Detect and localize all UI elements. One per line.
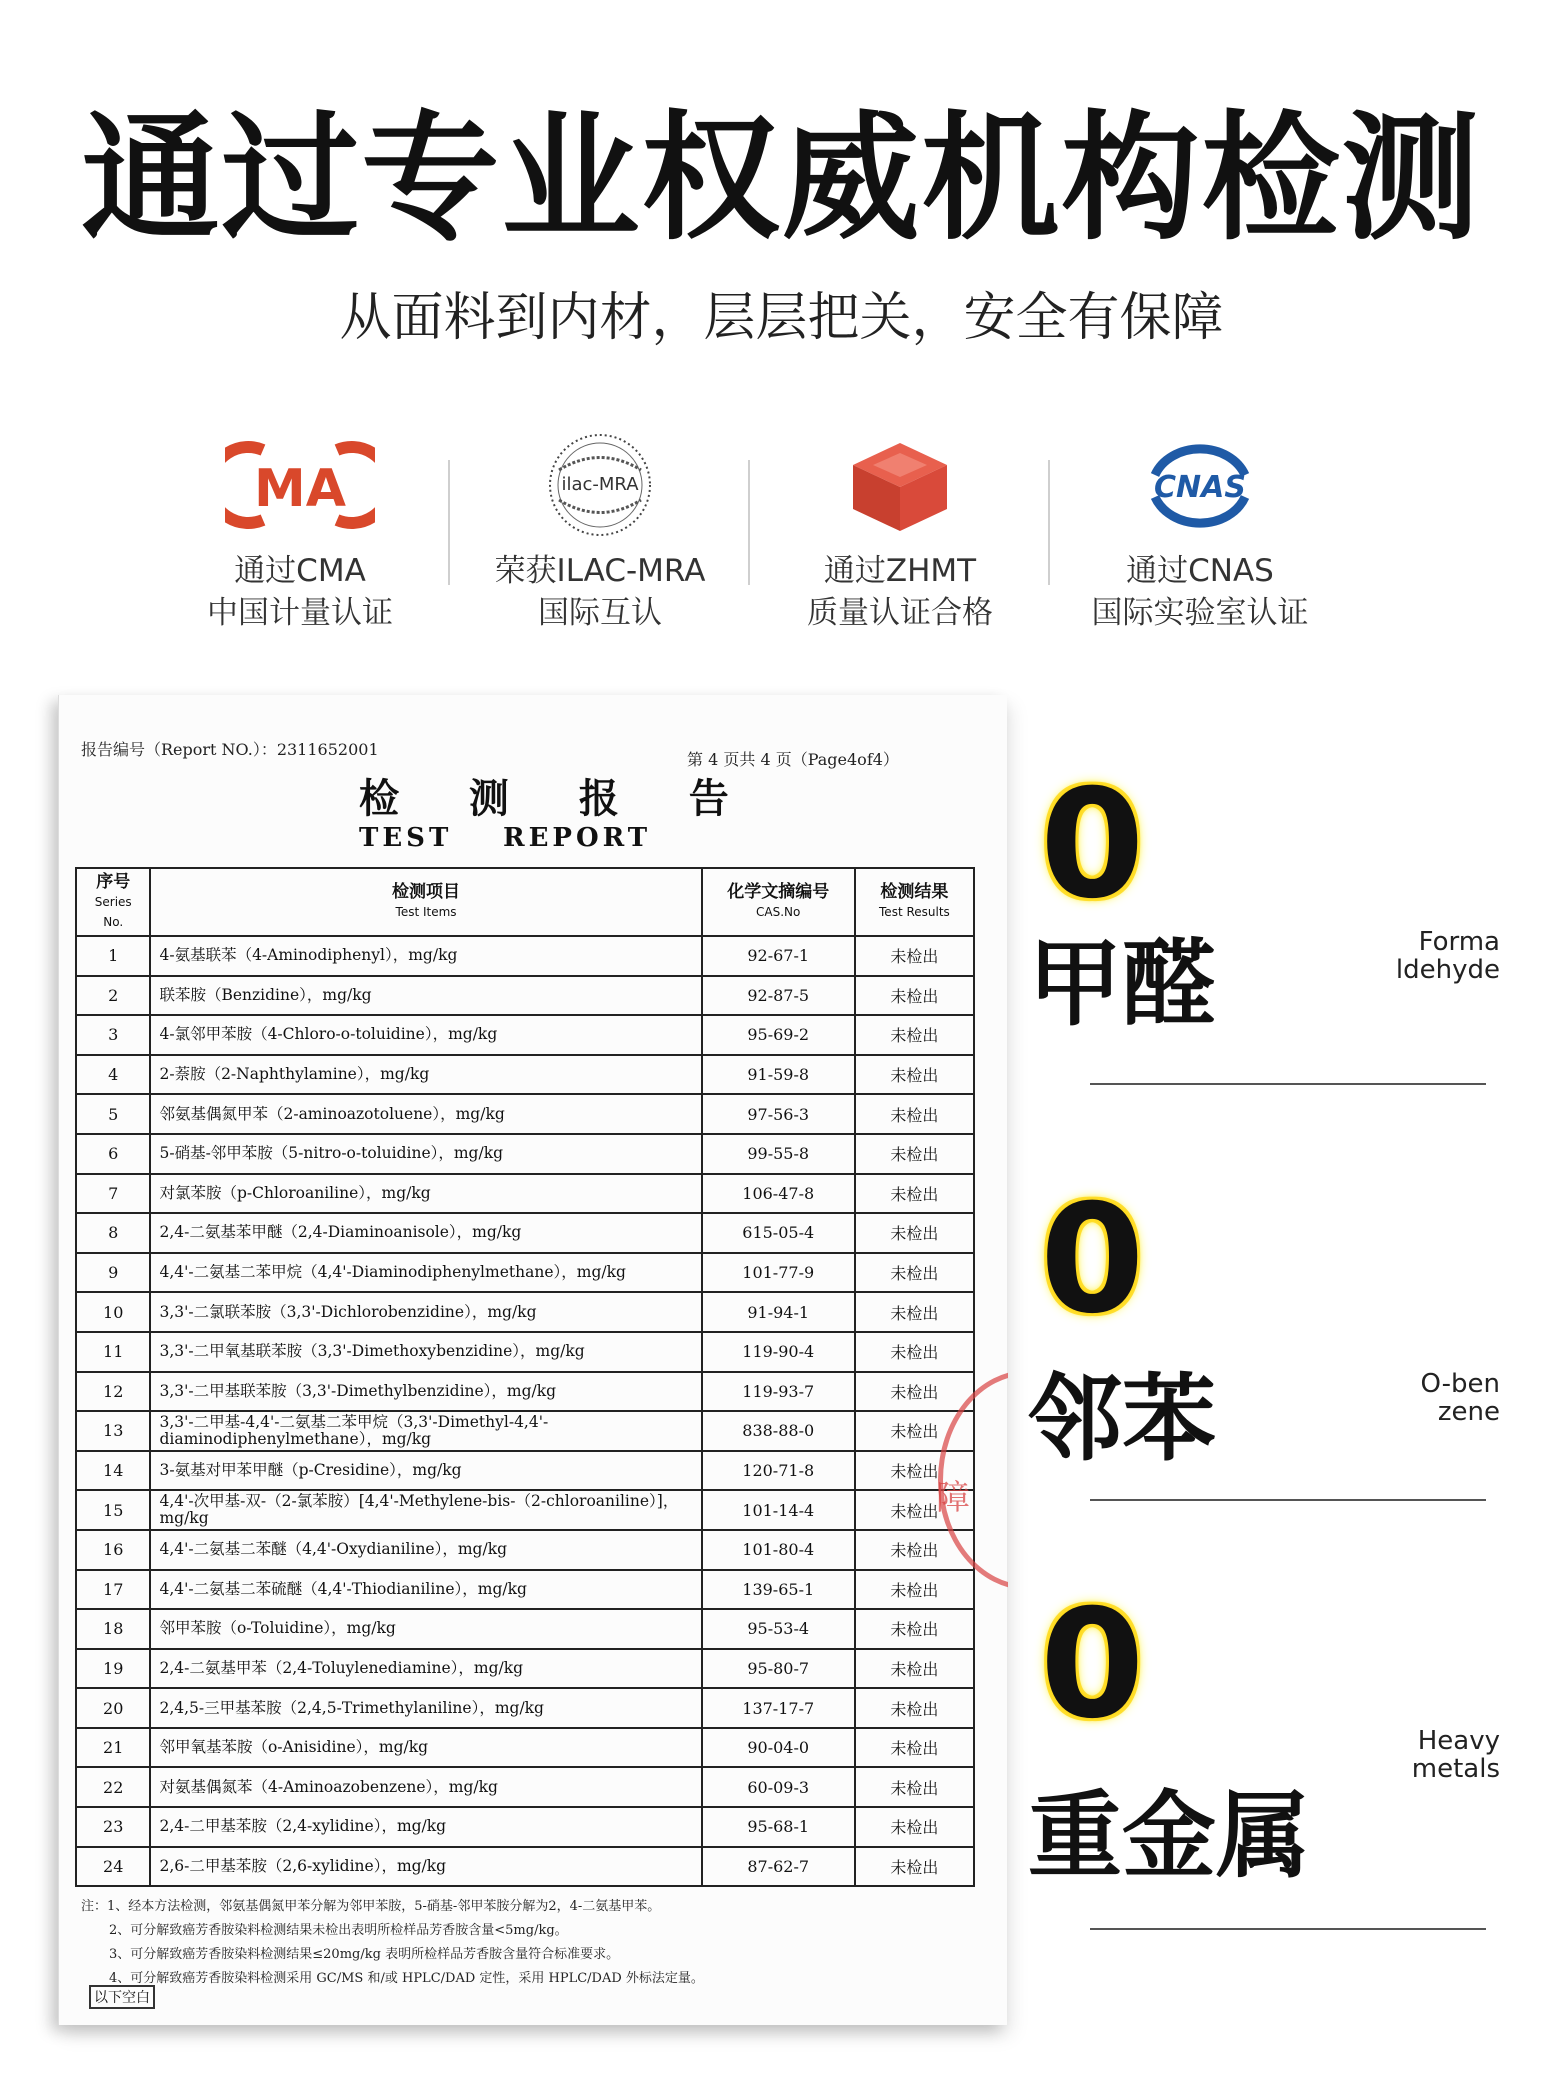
row-result: 未检出 [855,1372,974,1412]
table-row [76,1451,974,1491]
table-row [76,1688,974,1728]
row-result: 未检出 [855,1530,974,1570]
row-no: 9 [76,1253,150,1293]
row-result: 未检出 [855,976,974,1016]
row-result: 未检出 [855,1728,974,1768]
row-item: 2,4-二甲基苯胺（2,4-xylidine），mg/kg [150,1807,701,1847]
row-item: 对氨基偶氮苯（4-Aminoazobenzene），mg/kg [150,1767,701,1807]
feature-heavy-metals [1020,1578,1500,1891]
row-item: 邻甲氧基苯胺（o-Anisidine），mg/kg [150,1728,701,1768]
row-no: 11 [76,1332,150,1372]
row-result: 未检出 [855,1292,974,1332]
table-row [76,1807,974,1847]
row-result: 未检出 [855,1174,974,1214]
row-item: 邻甲苯胺（o-Toluidine），mg/kg [150,1609,701,1649]
row-cas: 97-56-3 [702,1094,855,1134]
row-item: 对氯苯胺（p-Chloroaniline），mg/kg [150,1174,701,1214]
row-item: 4,4'-二氨基二苯甲烷（4,4'-Diaminodiphenylmethane），mg/kg [150,1253,701,1293]
row-item: 联苯胺（Benzidine），mg/kg [150,976,701,1016]
table-row [76,936,974,976]
table-row [76,1570,974,1610]
col-header-no: 序号 Series No. [76,868,150,936]
table-row [76,1015,974,1055]
row-cas: 615-05-4 [702,1213,855,1253]
row-result: 未检出 [855,1015,974,1055]
row-cas: 99-55-8 [702,1134,855,1174]
row-cas: 120-71-8 [702,1451,855,1491]
row-no: 16 [76,1530,150,1570]
report-title-cn: 检 测 报 告 [359,775,757,822]
row-cas: 95-69-2 [702,1015,855,1055]
table-row [76,1292,974,1332]
cert-ilac-line1: 荣获ILAC-MRA [494,553,706,589]
row-item: 2,6-二甲基苯胺（2,6-xylidine），mg/kg [150,1847,701,1887]
row-item: 4,4'-次甲基-双-（2-氯苯胺）[4,4'-Methylene-bis-（2-chloroaniline）]，mg/kg [150,1490,701,1530]
row-no: 21 [76,1728,150,1768]
row-no: 6 [76,1134,150,1174]
table-row [76,1174,974,1214]
table-row [76,1728,974,1768]
row-no: 19 [76,1649,150,1689]
feature-formaldehyde [1020,758,1500,1070]
col-header-item: 检测项目 Test Items [150,868,701,936]
row-item: 3-氨基对甲苯甲醚（p-Cresidine），mg/kg [150,1451,701,1491]
row-cas: 95-68-1 [702,1807,855,1847]
table-row [76,1094,974,1134]
row-result: 未检出 [855,1688,974,1728]
row-result: 未检出 [855,1807,974,1847]
table-row [76,1372,974,1412]
col-header-result: 检测结果 Test Results [855,868,974,936]
table-row [76,1213,974,1253]
row-no: 17 [76,1570,150,1610]
row-result: 未检出 [855,1253,974,1293]
row-cas: 95-80-7 [702,1649,855,1689]
row-cas: 60-09-3 [702,1767,855,1807]
table-row [76,1411,974,1451]
table-row [76,1649,974,1689]
row-no: 12 [76,1372,150,1412]
row-item: 5-硝基-邻甲苯胺（5-nitro-o-toluidine），mg/kg [150,1134,701,1174]
col-header-cas: 化学文摘编号 CAS.No [702,868,855,936]
row-item: 2,4,5-三甲基苯胺（2,4,5-Trimethylaniline），mg/kg [150,1688,701,1728]
cert-cma-line1: 通过CMA [234,553,366,589]
row-item: 3,3'-二氯联苯胺（3,3'-Dichlorobenzidine），mg/kg [150,1292,701,1332]
report-title-en-test: TEST [359,823,453,853]
report-notes [81,1895,704,1991]
row-result: 未检出 [855,1213,974,1253]
table-row [76,1253,974,1293]
cnas-logo-icon [1050,420,1350,550]
feature-name: 甲醛 [1028,930,1217,1039]
row-result: 未检出 [855,1609,974,1649]
row-no: 14 [76,1451,150,1491]
row-no: 20 [76,1688,150,1728]
feature-en-label: Heavy metals [1411,1726,1500,1784]
row-cas: 91-59-8 [702,1055,855,1095]
cert-zhmt-line1: 通过ZHMT [823,553,977,589]
row-cas: 119-90-4 [702,1332,855,1372]
cert-cma [150,420,450,640]
row-no: 3 [76,1015,150,1055]
feature-name: 重金属 [1028,1782,1311,1891]
row-cas: 95-53-4 [702,1609,855,1649]
row-no: 24 [76,1847,150,1887]
table-row [76,1055,974,1095]
row-item: 3,3'-二甲基联苯胺（3,3'-Dimethylbenzidine），mg/kg [150,1372,701,1412]
row-cas: 91-94-1 [702,1292,855,1332]
row-cas: 139-65-1 [702,1570,855,1610]
feature-en-label: O-ben zene [1420,1369,1500,1427]
row-no: 23 [76,1807,150,1847]
row-result: 未检出 [855,1649,974,1689]
feature-phthalate [1020,1173,1500,1485]
table-header-row [76,868,974,936]
cma-logo-icon [150,420,450,550]
zero-figure: 0 [1040,1173,1145,1347]
cert-ilac [450,420,750,640]
ilac-mra-logo-icon [450,420,750,550]
table-row [76,1332,974,1372]
row-result: 未检出 [855,1134,974,1174]
feature-divider [1090,1928,1486,1930]
page-subtitle: 从面料到内材，层层把关，安全有保障 [339,288,1224,348]
row-no: 4 [76,1055,150,1095]
table-row [76,1847,974,1887]
report-table [75,867,975,1887]
svg-text:MA: MA [254,459,346,519]
cert-zhmt-line2: 质量认证合格 [807,595,993,631]
table-row [76,1530,974,1570]
row-result: 未检出 [855,1490,974,1530]
zero-figure: 0 [1040,758,1145,932]
note-line: 2、可分解致癌芳香胺染料检测结果未检出表明所检样品芳香胺含量<5mg/kg。 [109,1923,568,1938]
report-title-en-report: REPORT [503,823,652,853]
page-title: 通过专业权威机构检测 [81,98,1482,259]
row-cas: 92-87-5 [702,976,855,1016]
row-no: 10 [76,1292,150,1332]
row-item: 3,3'-二甲氧基联苯胺（3,3'-Dimethoxybenzidine），mg/kg [150,1332,701,1372]
cert-cnas-line1: 通过CNAS [1126,553,1274,589]
feature-name: 邻苯 [1028,1365,1217,1474]
cert-cnas [1050,420,1350,640]
row-item: 3,3'-二甲基-4,4'-二氨基二苯甲烷（3,3'-Dimethyl-4,4'-diaminodiphenylmethane），mg/kg [150,1411,701,1451]
row-cas: 87-62-7 [702,1847,855,1887]
row-result: 未检出 [855,1451,974,1491]
svg-text:CNAS: CNAS [1154,470,1246,505]
row-cas: 119-93-7 [702,1372,855,1412]
report-page: 第 4 页共 4 页（Page4of4） [687,750,899,769]
row-cas: 101-14-4 [702,1490,855,1530]
zhmt-cube-logo-icon [750,420,1050,550]
official-seal-stamp: 障 [918,1360,1008,1600]
table-row [76,976,974,1016]
feature-divider [1090,1499,1486,1501]
row-no: 5 [76,1094,150,1134]
cert-cnas-line2: 国际实验室认证 [1091,595,1309,631]
row-item: 2,4-二氨基苯甲醚（2,4-Diaminoanisole），mg/kg [150,1213,701,1253]
row-result: 未检出 [855,936,974,976]
row-item: 邻氨基偶氮甲苯（2-aminoazotoluene），mg/kg [150,1094,701,1134]
table-row [76,1134,974,1174]
table-row [76,1767,974,1807]
note-line: 注：1、经本方法检测，邻氨基偶氮甲苯分解为邻甲苯胺，5-硝基-邻甲苯胺分解为2，4-二氨基甲苯。 [81,1899,661,1914]
row-cas: 106-47-8 [702,1174,855,1214]
cert-cma-line2: 中国计量认证 [207,595,393,631]
row-result: 未检出 [855,1411,974,1451]
feature-en-label: Forma ldehyde [1395,927,1500,985]
row-item: 4,4'-二氨基二苯硫醚（4,4'-Thiodianiline），mg/kg [150,1570,701,1610]
cert-ilac-line2: 国际互认 [538,595,662,631]
report-number: 报告编号（Report NO.）：2311652001 [81,740,379,759]
row-cas: 137-17-7 [702,1688,855,1728]
svg-text:ilac-MRA: ilac-MRA [561,474,639,495]
end-mark: 以下空白 [89,1985,155,2009]
test-report-document [58,695,1007,2025]
row-result: 未检出 [855,1094,974,1134]
row-result: 未检出 [855,1332,974,1372]
row-no: 22 [76,1767,150,1807]
cert-zhmt [750,420,1050,640]
zero-figure: 0 [1040,1578,1145,1752]
feature-divider [1090,1083,1486,1085]
row-cas: 101-77-9 [702,1253,855,1293]
row-cas: 101-80-4 [702,1530,855,1570]
row-cas: 90-04-0 [702,1728,855,1768]
note-line: 4、可分解致癌芳香胺染料检测采用 GC/MS 和/或 HPLC/DAD 定性，采用 HPLC/DAD 外标法定量。 [109,1971,704,1986]
row-item: 2-萘胺（2-Naphthylamine），mg/kg [150,1055,701,1095]
row-item: 2,4-二氨基甲苯（2,4-Toluylenediamine），mg/kg [150,1649,701,1689]
row-no: 2 [76,976,150,1016]
row-result: 未检出 [855,1767,974,1807]
row-item: 4-氯邻甲苯胺（4-Chloro-o-toluidine），mg/kg [150,1015,701,1055]
row-result: 未检出 [855,1847,974,1887]
row-no: 13 [76,1411,150,1451]
row-no: 8 [76,1213,150,1253]
note-line: 3、可分解致癌芳香胺染料检测结果≤20mg/kg 表明所检样品芳香胺含量符合标准要求。 [109,1947,620,1962]
row-item: 4,4'-二氨基二苯醚（4,4'-Oxydianiline），mg/kg [150,1530,701,1570]
table-row [76,1609,974,1649]
row-cas: 92-67-1 [702,936,855,976]
row-no: 7 [76,1174,150,1214]
row-result: 未检出 [855,1055,974,1095]
certifications [150,420,1400,640]
row-no: 15 [76,1490,150,1530]
row-result: 未检出 [855,1570,974,1610]
row-item: 4-氨基联苯（4-Aminodiphenyl），mg/kg [150,936,701,976]
table-row [76,1490,974,1530]
row-no: 1 [76,936,150,976]
row-no: 18 [76,1609,150,1649]
row-cas: 838-88-0 [702,1411,855,1451]
